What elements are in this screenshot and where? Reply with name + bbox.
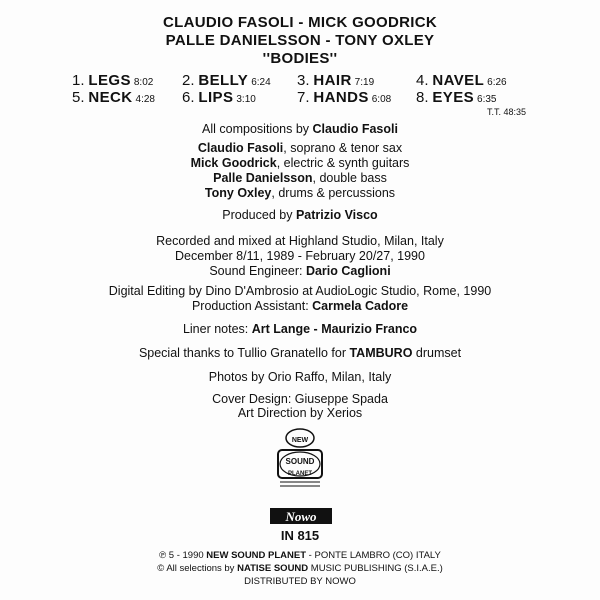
- new-sound-planet-logo: [270, 420, 330, 518]
- track-name: NAVEL: [432, 72, 485, 89]
- track-item: [297, 72, 374, 89]
- track-duration: 6:35: [477, 94, 497, 105]
- track-number: 3.: [297, 72, 310, 89]
- track-number: 2.: [182, 72, 195, 89]
- production-assistant-label: Production Assistant:: [191, 299, 313, 313]
- track-item: [182, 72, 271, 89]
- personnel-line: [0, 171, 600, 186]
- track-item: [182, 89, 256, 106]
- personnel-line: [0, 141, 600, 156]
- track-number: 8.: [416, 89, 429, 106]
- track-name: BELLY: [198, 72, 249, 89]
- production-assistant-credit: [0, 299, 600, 314]
- musician-name: Claudio Fasoli: [197, 141, 284, 155]
- total-time: T.T. 48:35: [487, 107, 527, 117]
- track-item: [297, 89, 391, 106]
- musician-role: , double bass: [312, 171, 387, 185]
- copyright-line-1: [0, 550, 600, 562]
- album-title: ''BODIES'': [262, 50, 338, 67]
- logo-bottom-word: PLANET: [288, 471, 312, 477]
- producer-label: Produced by: [222, 208, 296, 222]
- thanks-suffix: drumset: [412, 346, 462, 360]
- track-item: [72, 72, 153, 89]
- logo-middle-word: SOUND: [285, 457, 315, 466]
- recording-location: Recorded and mixed at Highland Studio, Milan, Italy: [156, 234, 444, 248]
- cover-design-credit: Cover Design: Giuseppe Spada: [212, 392, 388, 406]
- production-assistant-name: Carmela Cadore: [312, 299, 409, 313]
- distribution-line: DISTRIBUTED BY NOWO: [244, 576, 356, 587]
- publisher-detail: MUSIC PUBLISHING (S.I.A.E.): [308, 563, 443, 574]
- track-item: [416, 72, 507, 89]
- thanks-text: Special thanks to Tullio Granatello for: [138, 346, 350, 360]
- musician-name: Tony Oxley: [204, 186, 272, 200]
- track-name: LIPS: [198, 89, 234, 106]
- track-name: LEGS: [88, 72, 131, 89]
- composer-name: Claudio Fasoli: [312, 122, 398, 136]
- track-item: [416, 89, 497, 106]
- musician-name: Palle Danielsson: [213, 171, 313, 185]
- track-name: HAIR: [313, 72, 352, 89]
- personnel-line: [0, 186, 600, 201]
- track-number: 6.: [182, 89, 195, 106]
- track-duration: 6:08: [371, 94, 392, 105]
- recording-dates: December 8/11, 1989 - February 20/27, 1990: [175, 249, 425, 263]
- track-duration: 4:28: [135, 94, 155, 105]
- track-name: EYES: [432, 89, 475, 106]
- track-number: 4.: [416, 72, 429, 89]
- sound-engineer-credit: [0, 264, 600, 279]
- liner-notes-credit: [0, 322, 600, 337]
- musician-role: , electric & synth guitars: [276, 156, 410, 170]
- track-duration: 7:19: [354, 77, 375, 88]
- catalog-number: IN 815: [280, 528, 320, 543]
- musician-role: , soprano & tenor sax: [283, 141, 403, 155]
- track-name: NECK: [88, 89, 133, 106]
- musician-role: , drums & percussions: [271, 186, 396, 200]
- compositions-label: All compositions by: [202, 122, 313, 136]
- liner-notes-authors: Art Lange - Maurizio Franco: [251, 322, 418, 336]
- nowo-logo: [270, 505, 332, 527]
- track-name: HANDS: [313, 89, 369, 106]
- special-thanks: [0, 346, 600, 361]
- sound-engineer-label: Sound Engineer:: [209, 264, 306, 278]
- art-direction-credit: Art Direction by Xerios: [237, 406, 363, 420]
- track-duration: 6:24: [251, 77, 271, 88]
- artists-line-1: CLAUDIO FASOLI - MICK GOODRICK: [163, 14, 437, 31]
- track-duration: 8:02: [133, 77, 154, 88]
- nowo-logo-text: Nowo: [285, 509, 317, 524]
- track-duration: 6:26: [487, 77, 507, 88]
- track-number: 5.: [72, 89, 85, 106]
- liner-notes-label: Liner notes:: [182, 322, 252, 336]
- track-number: 7.: [297, 89, 310, 106]
- thanks-brand: TAMBURO: [349, 346, 413, 360]
- phonogram-notice: ℗ 5 - 1990: [159, 550, 207, 561]
- compositions-credit: [0, 122, 600, 137]
- producer-credit: [0, 208, 600, 223]
- copyright-line-2: [0, 563, 600, 575]
- artists-line-2: PALLE DANIELSSON - TONY OXLEY: [165, 32, 435, 49]
- label-name: NEW SOUND PLANET: [206, 550, 307, 561]
- publisher-name: NATISE SOUND: [237, 563, 309, 574]
- personnel-line: [0, 156, 600, 171]
- label-location: - PONTE LAMBRO (CO) ITALY: [306, 550, 441, 561]
- photos-credit: Photos by Orio Raffo, Milan, Italy: [208, 370, 392, 384]
- digital-editing-credit: Digital Editing by Dino D'Ambrosio at AudioLogic Studio, Rome, 1990: [108, 284, 492, 298]
- track-item: [72, 89, 155, 106]
- track-number: 1.: [72, 72, 85, 89]
- sound-engineer-name: Dario Caglioni: [305, 264, 391, 278]
- musician-name: Mick Goodrick: [190, 156, 277, 170]
- track-duration: 3:10: [236, 94, 256, 105]
- producer-name: Patrizio Visco: [295, 208, 378, 222]
- copyright-notice: © All selections by: [157, 563, 238, 574]
- logo-top-word: NEW: [291, 437, 309, 444]
